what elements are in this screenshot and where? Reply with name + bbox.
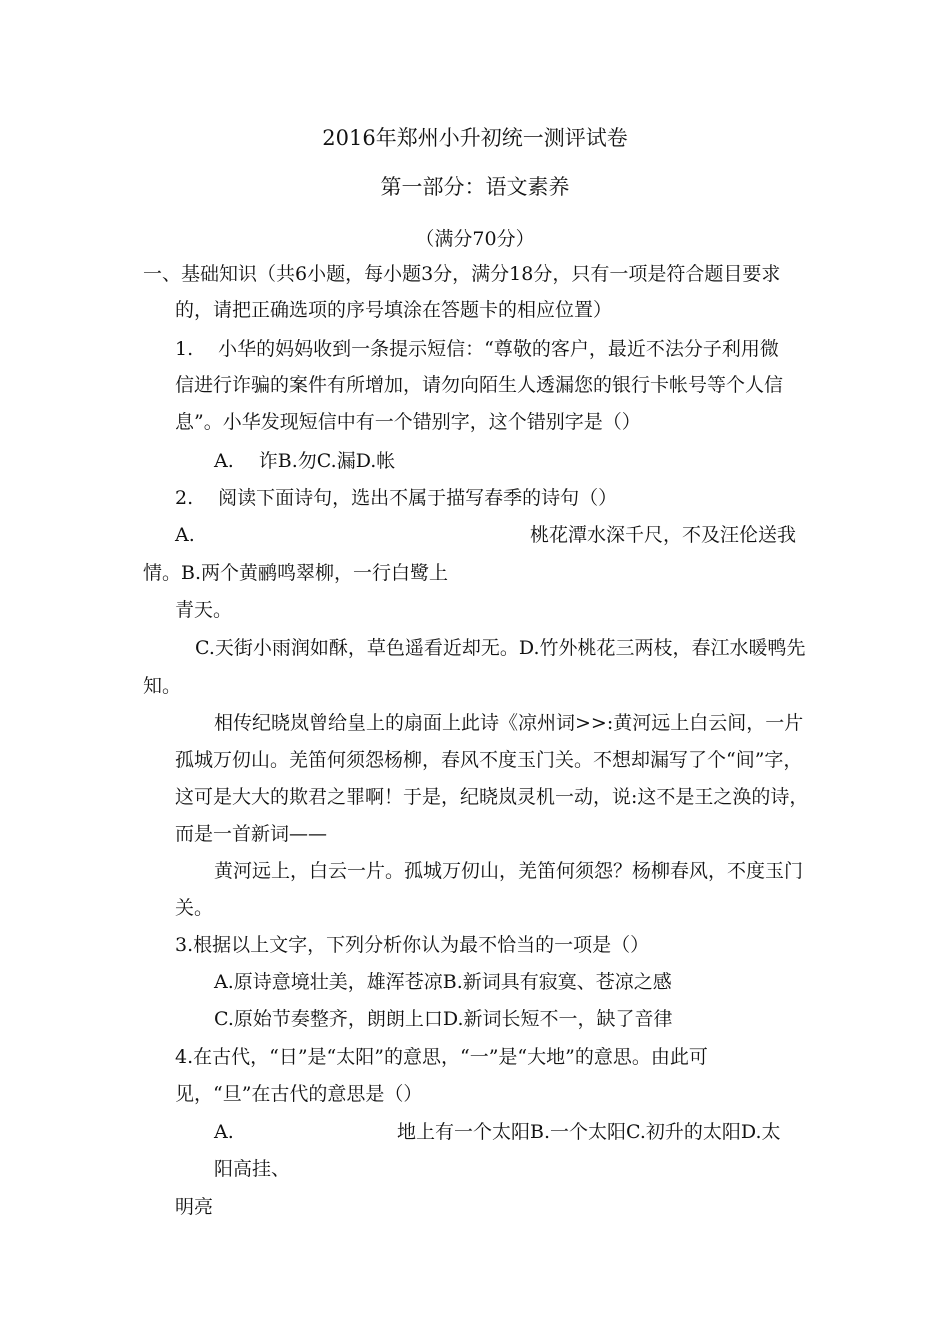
q2-options-cd-cont: 知。 bbox=[143, 675, 182, 697]
q2-option-a-text: 桃花潭水深千尺，不及汪伦送我 bbox=[530, 524, 797, 546]
q2-option-b-cont: 青天。 bbox=[175, 599, 233, 621]
q3-stem: 3.根据以上文字，下列分析你认为最不恰当的一项是（） bbox=[175, 934, 650, 956]
q4-stem-line1: 4.在古代，“日”是“太阳”的意思，“一”是“大地”的意思。由此可 bbox=[175, 1046, 708, 1068]
q4-options-cont1: 阳高挂、 bbox=[214, 1158, 291, 1180]
q4-options-cont2: 明亮 bbox=[175, 1196, 214, 1218]
passage-line5: 黄河远上，白云一片。孤城万仞山，羌笛何须怨？杨柳春风，不度玉门 bbox=[214, 860, 804, 882]
q4-options: 地上有一个太阳B.一个太阳C.初升的太阳D.太 bbox=[397, 1121, 781, 1143]
part-heading: 第一部分：语文素养 bbox=[380, 175, 570, 199]
full-score-note: （满分70分） bbox=[415, 228, 535, 250]
q4-stem-line2: 见，“旦”在古代的意思是（） bbox=[175, 1083, 423, 1105]
q1-options: A. 诈B.勿C.漏D.帐 bbox=[214, 450, 396, 472]
q1-stem-line1: 1. 小华的妈妈收到一条提示短信：“尊敬的客户，最近不法分子利用微 bbox=[175, 338, 779, 360]
q4-option-a-label: A. bbox=[214, 1121, 234, 1143]
q1-stem-line2: 信进行诈骗的案件有所增加，请勿向陌生人透漏您的银行卡帐号等个人信 bbox=[175, 374, 784, 396]
q1-stem-line3: 息”。小华发现短信中有一个错别字，这个错别字是（） bbox=[175, 411, 641, 433]
passage-line3: 这可是大大的欺君之罪啊！于是，纪晓岚灵机一动，说:这不是王之涣的诗， bbox=[175, 786, 809, 808]
passage-line1: 相传纪晓岚曾给皇上的扇面上此诗《凉州词>>:黄河远上白云间，一片 bbox=[214, 712, 804, 734]
q2-option-a-cont: 情。B.两个黄鹂鸣翠柳，一行白鹭上 bbox=[143, 562, 449, 584]
q2-options-cd: C.天街小雨润如酥，草色遥看近却无。D.竹外桃花三两枝，春江水暖鸭先 bbox=[195, 637, 806, 659]
q3-options-cd: C.原始节奏整齐，朗朗上口D.新词长短不一，缺了音律 bbox=[214, 1008, 673, 1030]
q3-options-ab: A.原诗意境壮美，雄浑苍凉B.新词具有寂寞、苍凉之感 bbox=[214, 971, 672, 993]
passage-line4: 而是一首新词—— bbox=[175, 823, 328, 845]
q2-option-a-label: A. bbox=[175, 524, 195, 546]
passage-line6: 关。 bbox=[175, 897, 214, 919]
section-heading-cont: 的，请把正确选项的序号填涂在答题卡的相应位置） bbox=[175, 299, 613, 321]
section-heading: 一、基础知识（共6小题，每小题3分，满分18分，只有一项是符合题目要求 bbox=[143, 263, 781, 285]
exam-title: 2016年郑州小升初统一测评试卷 bbox=[322, 126, 628, 150]
passage-line2: 孤城万仞山。羌笛何须怨杨柳，春风不度玉门关。不想却漏写了个“间”字， bbox=[175, 749, 803, 771]
q2-stem: 2. 阅读下面诗句，选出不属于描写春季的诗句（） bbox=[175, 487, 618, 509]
